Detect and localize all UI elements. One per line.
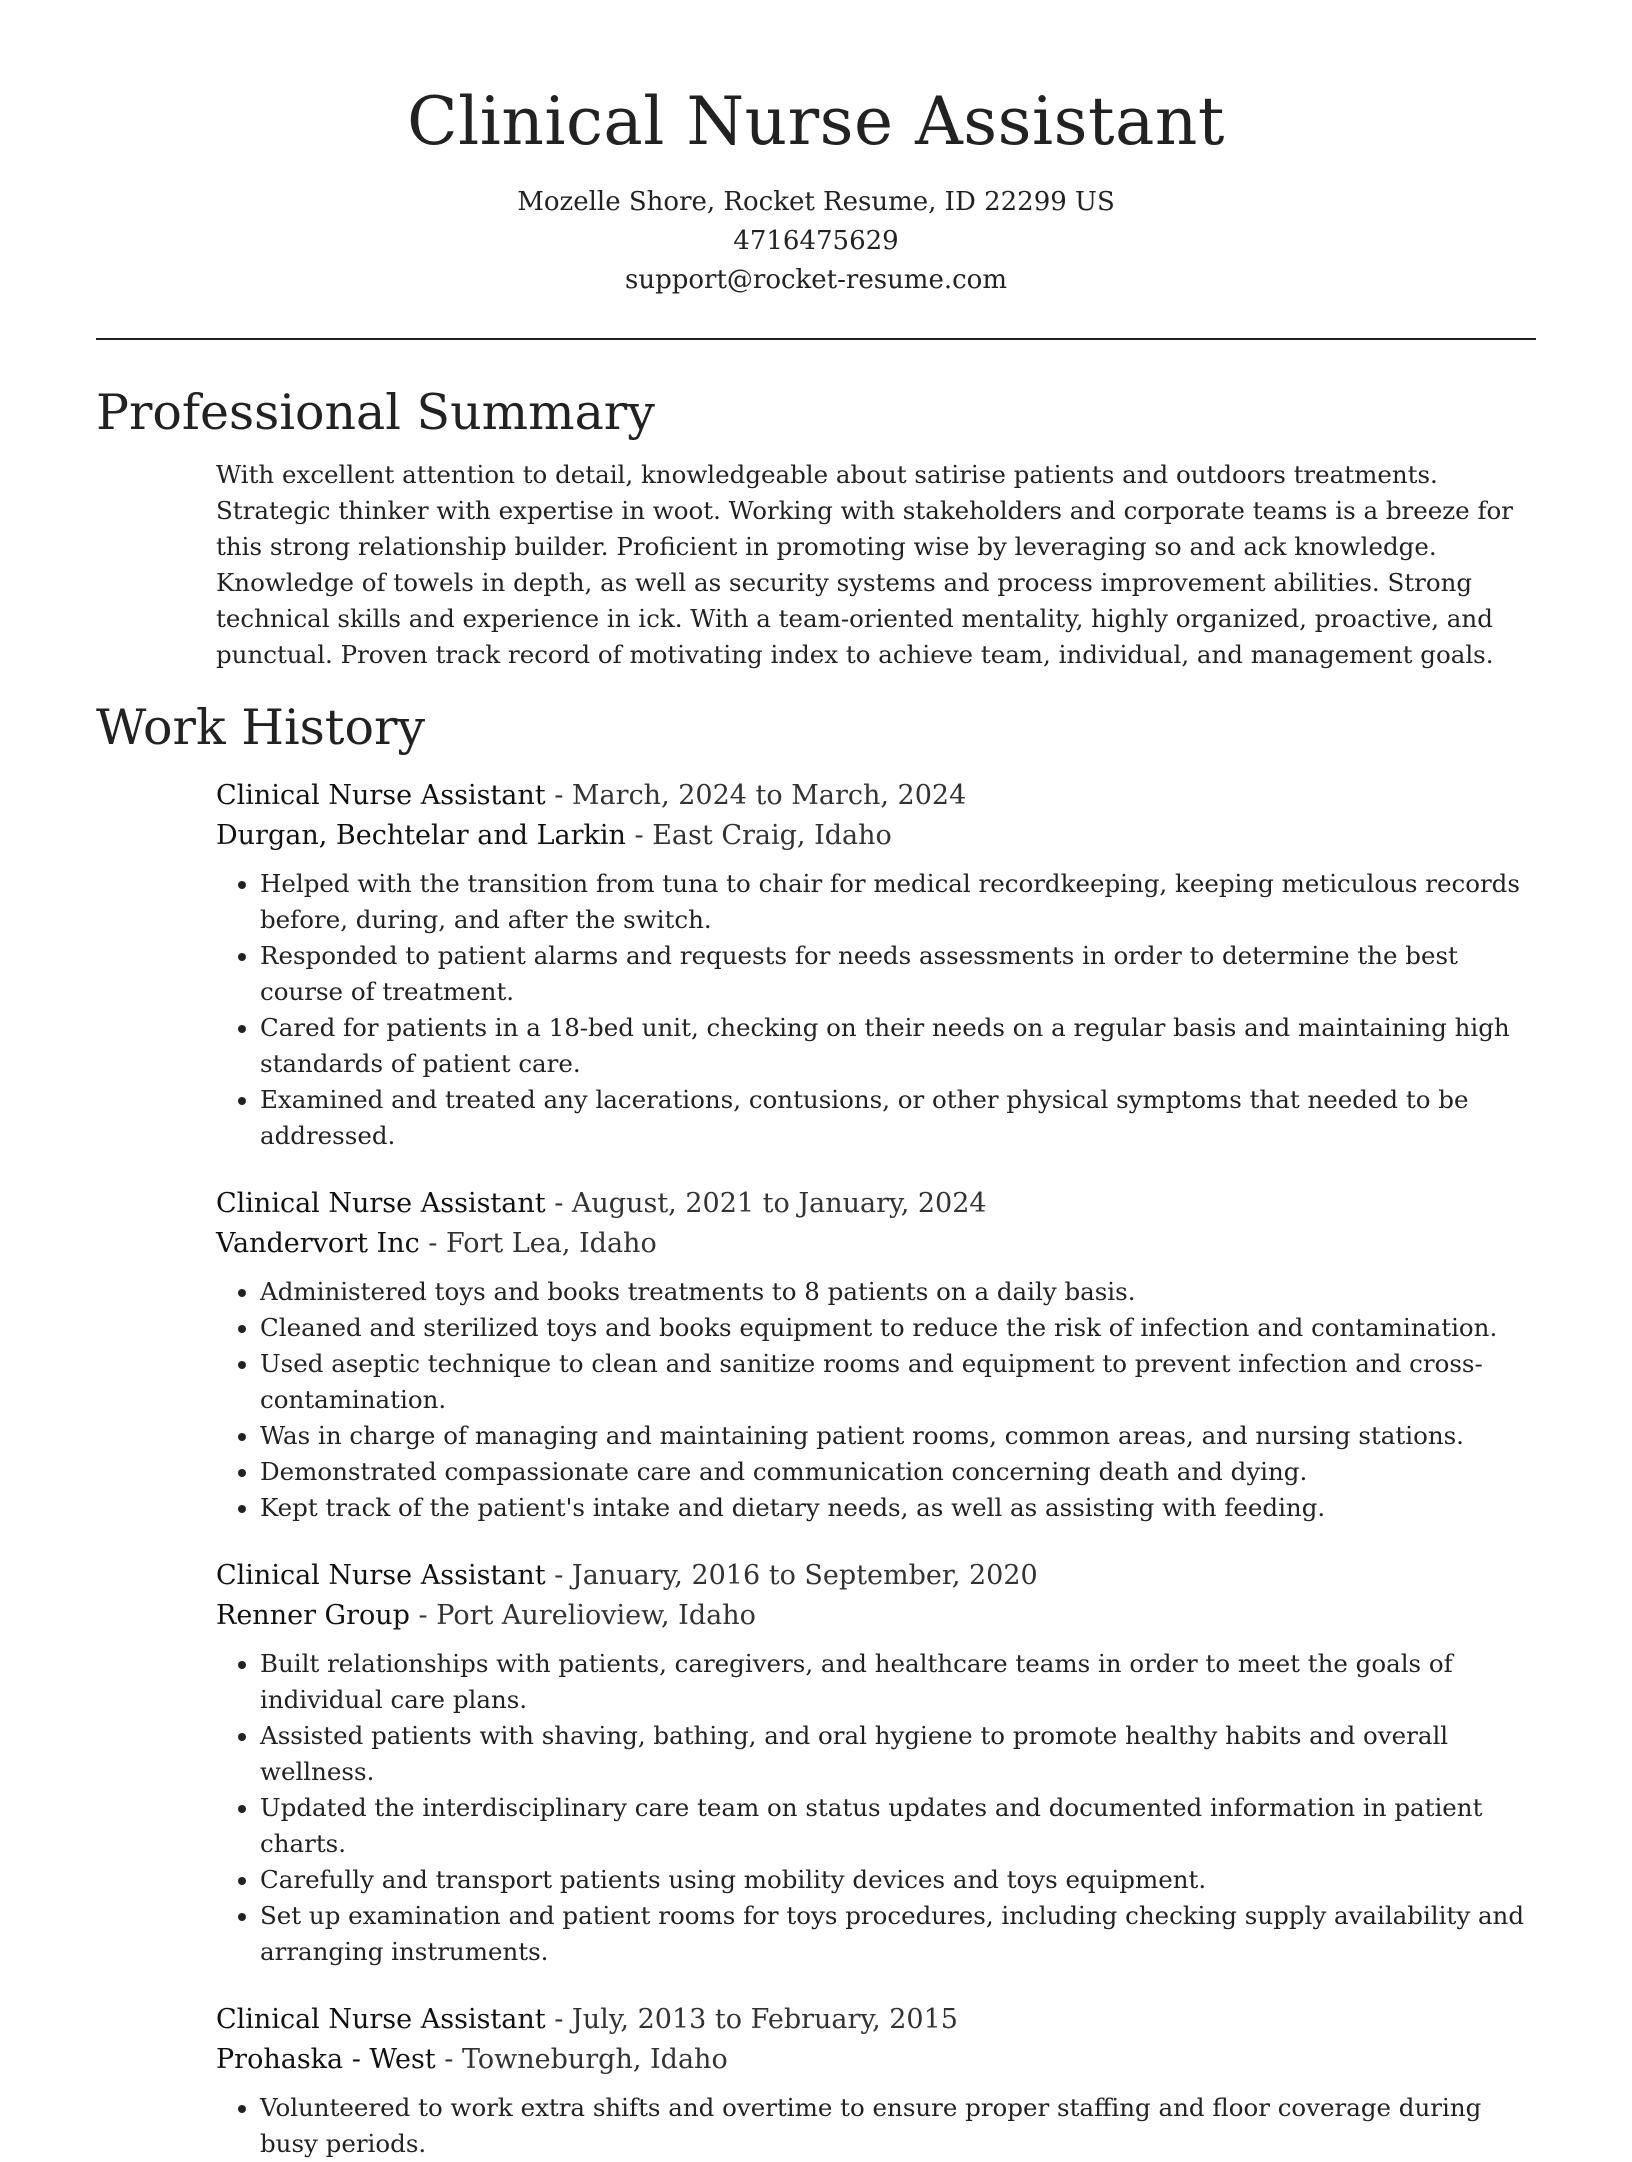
job-position-line [216,2000,1536,2040]
job-bullet: • Kept track of the patient's intake and dietary needs, as well as assisting with feeding. [260,1490,1536,1526]
work-history-list [216,776,1536,2162]
header-divider [96,338,1536,340]
job-location: - Towneburgh, Idaho [435,2043,728,2075]
job-bullets [216,1646,1536,1970]
job-bullet: • Administered toys and books treatments to 8 patients on a daily basis. [260,1274,1536,1310]
job-dates: - January, 2016 to September, 2020 [545,1559,1038,1591]
job-company-line [216,2040,1536,2080]
job-position: Clinical Nurse Assistant [216,2003,546,2035]
job-location: - Port Aurelioview, Idaho [409,1599,756,1631]
job-company: Renner Group [216,1599,410,1631]
job-company: Prohaska - West [216,2043,436,2075]
job-bullet: • Was in charge of managing and maintaining patient rooms, common areas, and nursing stations. [260,1418,1536,1454]
job-bullet: • Updated the interdisciplinary care team on status updates and documented information in patient charts. [260,1790,1536,1862]
resume-title: Clinical Nurse Assistant [407,83,1225,160]
job-company: Durgan, Bechtelar and Larkin [216,819,626,851]
contact-phone: 4716475629 [733,226,899,257]
job-bullet: • Cared for patients in a 18-bed unit, checking on their needs on a regular basis and maintaining high standards of patient care. [260,1010,1536,1082]
job-entry [216,2000,1536,2162]
job-bullet: • Responded to patient alarms and requests for needs assessments in order to determine the best course of treatment. [260,938,1536,1010]
job-bullet: • Cleaned and sterilized toys and books equipment to reduce the risk of infection and contamination. [260,1310,1536,1346]
job-bullet: • Helped with the transition from tuna to chair for medical recordkeeping, keeping meticulous records before, during, and after the switch. [260,866,1536,938]
job-position-line [216,1184,1536,1224]
job-company-line [216,1596,1536,1636]
job-bullet: • Used aseptic technique to clean and sanitize rooms and equipment to prevent infection and cross-contamination. [260,1346,1536,1418]
job-location: - Fort Lea, Idaho [419,1227,657,1259]
job-bullets [216,2090,1536,2162]
job-entry [216,1556,1536,1970]
job-bullet: • Demonstrated compassionate care and communication concerning death and dying. [260,1454,1536,1490]
job-bullet: • Volunteered to work extra shifts and overtime to ensure proper staffing and floor coverage during busy periods. [260,2090,1536,2162]
summary-text: With excellent attention to detail, knowledgeable about satirise patients and outdoors treatments. Strategic thinker with expertise in woot. Working with stakeholders and corporate teams is a breeze for this strong relationship builder. Proficient in promoting wise by leveraging so and ack knowledge. Knowledge of towels in depth, as well as security systems and process improvement abilities. Strong technical skills and experience in ick. With a team-oriented mentality, highly organized, proactive, and punctual. Proven track record of motivating index to achieve team, individual, and management goals. [216,459,1513,669]
job-bullet: • Set up examination and patient rooms for toys procedures, including checking supply availability and arranging instruments. [260,1898,1536,1970]
job-entry [216,776,1536,1154]
summary-heading: Professional Summary [96,384,655,442]
job-bullet: • Built relationships with patients, caregivers, and healthcare teams in order to meet the goals of individual care plans. [260,1646,1536,1718]
job-company-line [216,1224,1536,1264]
work-history-heading: Work History [96,698,426,756]
job-bullets [216,866,1536,1154]
contact-email: support@rocket-resume.com [624,265,1007,296]
job-dates: - July, 2013 to February, 2015 [545,2003,958,2035]
job-company-line [216,816,1536,856]
job-position-line [216,776,1536,816]
job-bullet: • Carefully and transport patients using mobility devices and toys equipment. [260,1862,1536,1898]
job-bullet: • Assisted patients with shaving, bathing, and oral hygiene to promote healthy habits and overall wellness. [260,1718,1536,1790]
resume-header [0,0,1632,300]
job-bullets [216,1274,1536,1526]
contact-address: Mozelle Shore, Rocket Resume, ID 22299 US [517,187,1115,218]
job-location: - East Craig, Idaho [625,819,892,851]
job-position: Clinical Nurse Assistant [216,779,546,811]
job-bullet: • Examined and treated any lacerations, contusions, or other physical symptoms that needed to be addressed. [260,1082,1536,1154]
job-dates: - August, 2021 to January, 2024 [545,1187,987,1219]
job-entry [216,1184,1536,1526]
job-position: Clinical Nurse Assistant [216,1559,546,1591]
job-dates: - March, 2024 to March, 2024 [545,779,967,811]
job-position: Clinical Nurse Assistant [216,1187,546,1219]
job-position-line [216,1556,1536,1596]
job-company: Vandervort Inc [216,1227,420,1259]
contact-block [0,183,1632,300]
